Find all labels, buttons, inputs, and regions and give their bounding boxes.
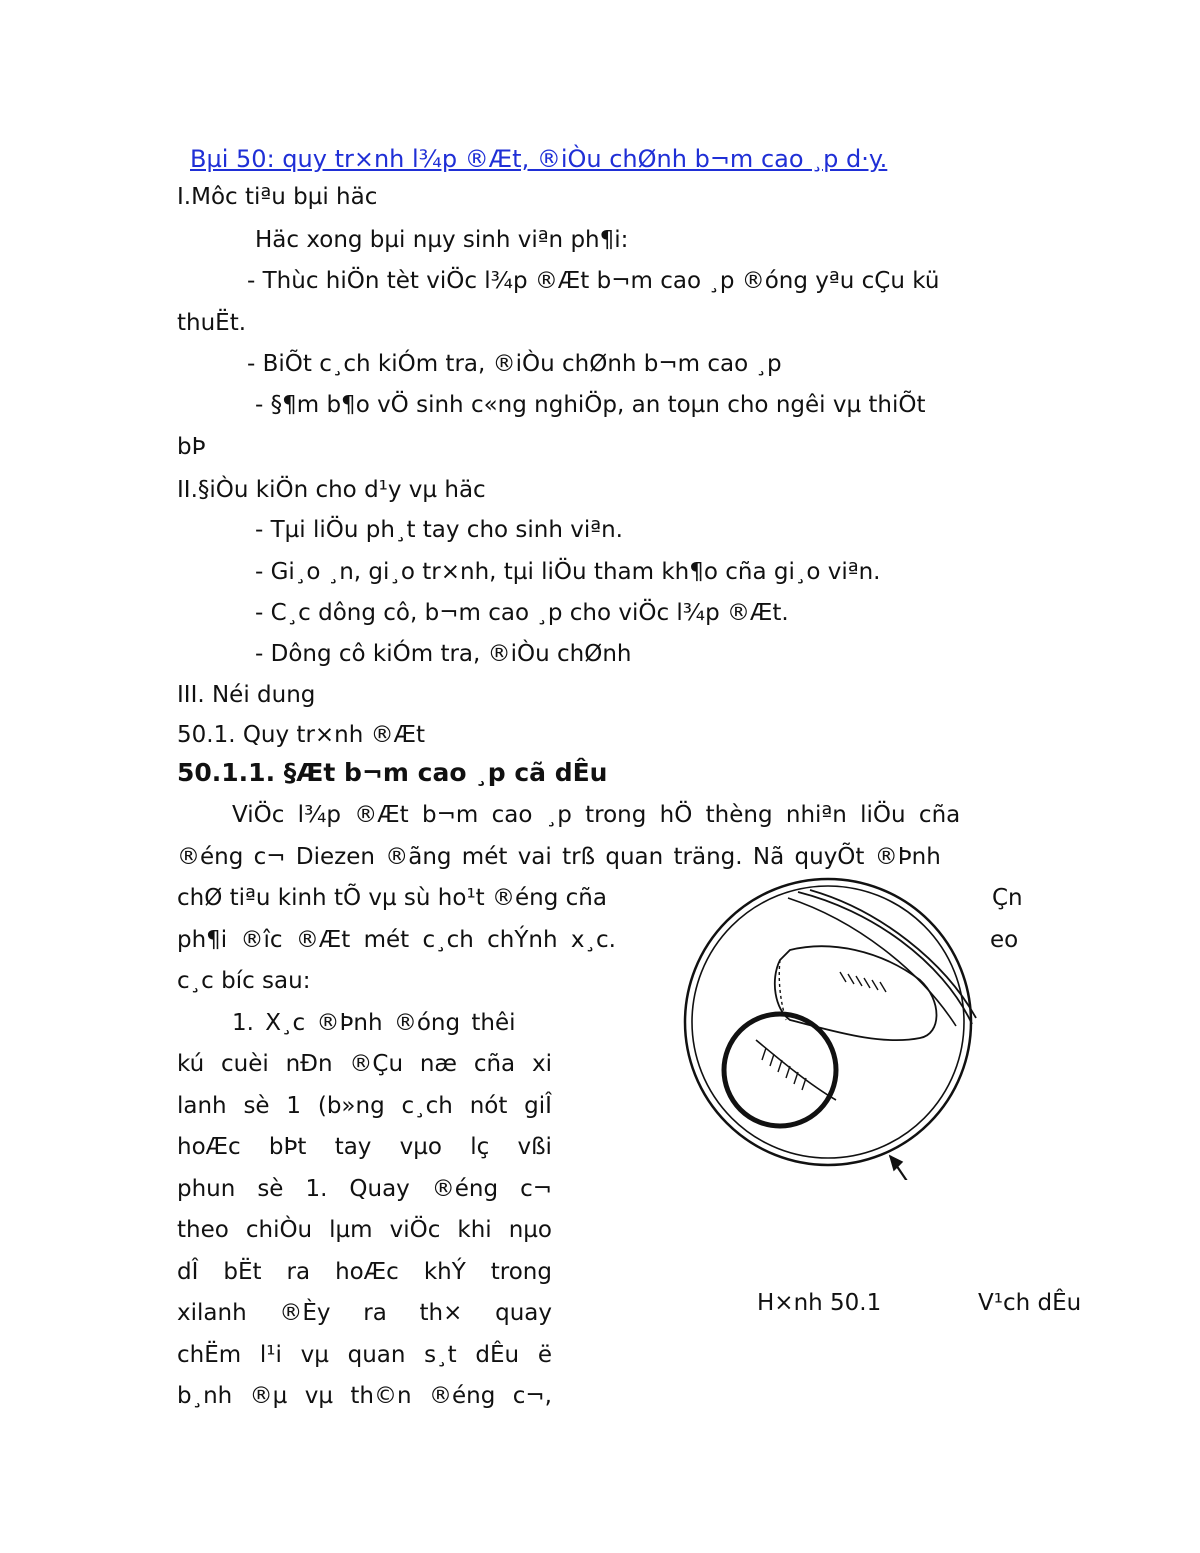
word: c¬, [512,1383,552,1409]
step-1-line [177,1340,552,1370]
condition-line: - Dông cô kiÓm tra, ®iÒu chØnh [255,641,632,667]
word: th©n [350,1383,412,1409]
step-1-line [177,1381,552,1411]
word: bÞt [268,1134,307,1160]
word: lµm [329,1217,373,1243]
word: quay [495,1300,552,1326]
word: lanh [177,1092,227,1119]
objective-line: thuËt. [177,310,247,336]
word: ®éng [431,1175,499,1202]
word: ë [537,1341,552,1368]
subsection-heading: 50.1. Quy tr×nh ®Æt [177,722,426,748]
section-2-heading: II.§iÒu kiÖn cho d¹y vµ häc [177,477,486,503]
objective-line: bÞ [177,434,206,460]
word: th× [419,1300,463,1326]
figure-50-1 [680,870,980,1180]
section-1-heading: I.Môc tiªu bµi häc [177,184,378,210]
word: khÝ [423,1258,466,1285]
word: nÐn [285,1051,333,1077]
objective-line: - BiÕt c¸ch kiÓm tra, ®iÒu chØnh b¬m cao ¸p [247,351,782,377]
word: phun [177,1175,236,1202]
condition-line: - Tµi liÖu ph¸t tay cho sinh viªn. [255,517,623,543]
word: lç [470,1134,490,1160]
word: tay [334,1134,372,1160]
word: 1. [305,1175,328,1202]
word: nót [469,1092,508,1119]
body-line-tail: Çn [992,885,1023,911]
word: sè [243,1092,270,1119]
word: hoÆc [177,1134,241,1160]
step-1-line [177,1257,552,1287]
word: khi [457,1217,492,1243]
step-1-line [177,1091,552,1121]
word: c¬ [520,1175,552,1202]
word: ®éng [428,1383,496,1409]
word: xilanh [177,1300,247,1326]
word: vµ [304,1383,333,1409]
word: viÖc [389,1217,441,1243]
word: ®µ [249,1383,288,1409]
word: Quay [349,1175,410,1202]
step-1-line [177,1174,552,1204]
lesson-title: Bµi 50: quy tr×nh l¾p ®Æt, ®iÒu chØnh b¬m cao ¸p d·y. [190,145,888,173]
word: chiÒu [245,1217,313,1243]
word: vµo [399,1134,442,1160]
step-1-line [177,1049,552,1079]
flywheel-drawing [685,879,978,1180]
word: cña [473,1051,516,1077]
word: b¸nh [177,1383,233,1409]
word: xi [531,1051,552,1077]
body-line: ph¶i ®îc ®Æt mét c¸ch chÝnh x¸c. [177,927,616,953]
word: dÎ [177,1258,199,1285]
section-3-heading: III. Néi dung [177,682,316,708]
word: 1 [286,1092,302,1119]
word: kú [177,1051,205,1077]
word: l¹i [259,1341,282,1368]
word: ®Èy [279,1300,331,1326]
objective-line: - §¶m b¶o vÖ sinh c«ng nghiÖp, an toµn cho ngêi vµ thiÕt [255,392,926,418]
word: dÊu [475,1341,520,1368]
word: vßi [517,1134,552,1160]
word: sè [257,1175,284,1202]
body-line: chØ tiªu kinh tÕ vµ sù ho¹t ®éng cña [177,885,607,911]
figure-label: V¹ch dÊu [978,1290,1082,1316]
word: c¸ch [401,1092,453,1119]
word: giÎ [524,1092,552,1119]
word: s¸t [424,1341,457,1368]
section-1-intro: Häc xong bµi nµy sinh viªn ph¶i: [255,227,629,253]
body-line: c¸c bíc sau: [177,968,311,994]
word: ra [286,1258,311,1285]
word: nµo [508,1217,552,1243]
step-1-line [177,1215,552,1245]
word: ®Çu [349,1051,404,1077]
objective-line: - Thùc hiÖn tèt viÖc l¾p ®Æt b¬m cao ¸p ®óng yªu cÇu kü [247,268,940,294]
subsubsection-heading: 50.1.1. §Æt b¬m cao ¸p cã dÊu [177,758,608,787]
word: theo [177,1217,229,1243]
word: bËt [223,1258,262,1285]
body-line: ViÖc l¾p ®Æt b¬m cao ¸p trong hÖ thèng nhiªn liÖu cña [232,802,961,828]
condition-line: - C¸c dông cô, b¬m cao ¸p cho viÖc l¾p ®Æt. [255,600,789,626]
step-1-line [177,1298,552,1328]
word: næ [419,1051,458,1077]
word: trong [490,1258,552,1285]
step-1-first-line: 1. X¸c ®Þnh ®óng thêi [232,1010,516,1036]
word: quan [347,1341,406,1368]
step-1-line [177,1132,552,1162]
word: hoÆc [335,1258,399,1285]
word: (b»ng [317,1092,385,1119]
word: vµ [300,1341,329,1368]
word: chËm [177,1341,242,1368]
word: ra [363,1300,387,1326]
body-line: ®éng c¬ Diezen ®ãng mét vai trß quan träng. Nã quyÕt ®Þnh [177,844,941,870]
word: cuèi [221,1051,269,1077]
body-line-tail: eo [990,927,1019,953]
figure-caption: H×nh 50.1 [757,1290,882,1316]
condition-line: - Gi¸o ¸n, gi¸o tr×nh, tµi liÖu tham kh¶o cña gi¸o viªn. [255,559,881,585]
